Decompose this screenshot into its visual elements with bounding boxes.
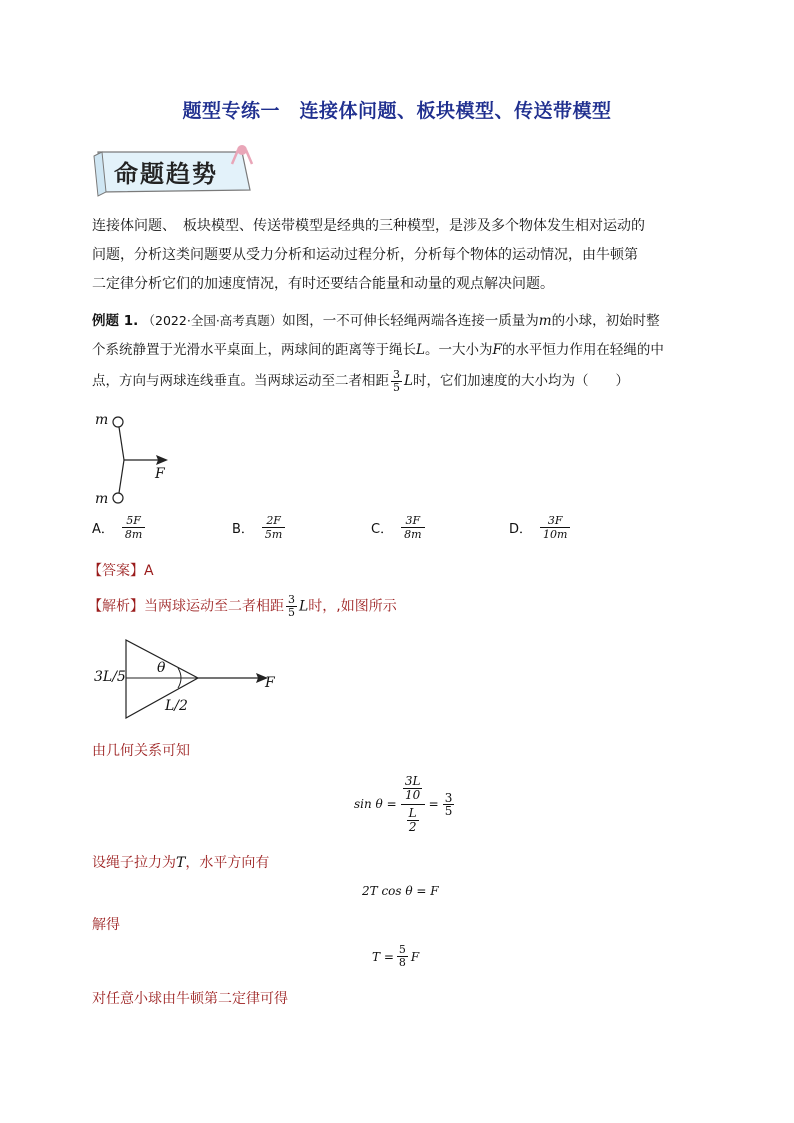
compound-denominator [407,807,419,834]
rope-upper [119,427,124,460]
label-l2: L/2 [165,698,188,714]
intro-line-1: 连接体问题、 板块模型、传送带模型是经典的三种模型，是涉及多个物体发生相对运动的 [92,218,645,234]
answer-value: A [144,563,154,579]
equation-sin-theta [354,768,456,840]
fraction-numerator: 3 [393,367,400,381]
force-symbol: F [492,342,502,358]
option-denominator: 5m [264,528,283,541]
example-text: 的小球，初始时整 [551,313,660,329]
compound-numerator [403,775,423,802]
example-source: （2022·全国·高考真题） [142,313,283,328]
fraction-denominator: 5 [393,380,400,394]
fraction-denominator: 5 [444,803,453,818]
label-force: F [155,466,165,482]
result-fraction [443,792,455,817]
answer-line [88,560,154,580]
fraction-denominator: 5 [288,606,295,619]
example-text: 的水平恒力作用在轻绳的中 [501,342,664,358]
answer-label: 【答案】 [88,563,144,579]
equation-lhs: sin θ = [354,797,397,811]
equation-lhs: T = [372,949,394,964]
example-line-3 [92,367,712,396]
mass-bottom [113,493,123,503]
label-theta: θ [157,660,166,676]
tension-symbol: T [176,855,186,871]
example-label: 例题 1. [92,313,139,329]
analysis-text: 当两球运动至二者相距 [144,598,284,615]
option-b[interactable] [232,514,285,541]
option-numerator: 2F [262,514,285,528]
option-fraction [401,514,424,541]
option-fraction [262,514,285,541]
analysis-line [88,594,397,619]
option-c[interactable] [371,514,425,541]
equation-tension-result [372,944,419,969]
fraction-five-eighths [397,944,408,969]
rope-lower [119,460,124,493]
intro-line-3: 二定律分析它们的加速度情况，有时还要结合能量和动量的观点解决问题。 [92,276,554,292]
inner-den: 10 [404,787,421,802]
inner-num: 3L [404,773,421,788]
option-numerator: 3F [401,514,424,528]
length-symbol: L [404,373,413,389]
option-label: C． [371,522,394,537]
fraction-numerator: 3 [288,593,295,606]
example-text: 时，它们加速度的大小均为（ ） [412,373,629,389]
step-text: 设绳子拉力为 [92,855,176,871]
option-label: D． [509,522,533,537]
fraction-three-fifths [391,369,402,394]
main-fraction-bar [401,804,425,805]
option-denominator: 8m [404,528,422,541]
example-line-1 [92,306,712,336]
step-tension-text [92,852,269,872]
inner-num: L [408,805,417,820]
length-symbol: L [299,598,309,615]
intro-paragraph [92,212,712,299]
equals-sign: = [428,797,439,811]
step-solve-text: 解得 [92,917,120,933]
step-text: ，水平方向有 [185,855,270,871]
option-a[interactable] [92,514,145,541]
fraction-three-fifths [286,594,297,619]
option-denominator: 10m [543,528,568,541]
option-label: A． [92,522,114,537]
label-mass-bottom: m [95,491,109,507]
equation-tension-balance: 2T cos θ = F [362,884,439,898]
mass-symbol: m [538,313,552,329]
option-numerator: 3F [540,514,570,528]
fraction-numerator: 5 [398,943,406,956]
fraction-numerator: 3 [444,790,453,805]
banner-ribbon-icon [237,145,247,155]
page-title: 题型专练一 连接体问题、板块模型、传送带模型 [182,100,612,122]
example-text: 。一大小为 [424,342,493,358]
option-numerator: 5F [122,514,145,528]
label-force: F [265,675,275,691]
example-question [92,306,712,396]
length-symbol: L [416,342,425,358]
analysis-text: 时，,如图所示 [308,598,397,615]
example-text: 个系统静置于光滑水平桌面上，两球间的距离等于绳长 [92,342,416,358]
intro-line-2: 问题，分析这类问题要从受力分析和运动过程分析，分析每个物体的运动情况，由牛顿第 [92,247,638,263]
label-3l5: 3L/5 [94,669,126,685]
option-denominator: 8m [124,528,143,541]
compound-fraction [401,775,425,834]
option-fraction [540,514,570,541]
step-geometry-text: 由几何关系可知 [92,743,190,759]
inner-den: 2 [408,819,417,834]
option-d[interactable] [509,514,570,541]
equation-rhs: F [410,949,420,964]
banner-text: 命题趋势 [114,159,218,188]
label-mass-top: m [95,412,109,428]
option-label: B． [232,522,254,537]
mass-top [113,417,123,427]
option-fraction [122,514,145,541]
analysis-label: 【解析】 [88,598,144,615]
example-text: 如图，一不可伸长轻绳两端各连接一质量为 [282,313,539,329]
example-text: 点，方向与两球连线垂直。当两球运动至二者相距 [92,373,389,389]
step-newton-text: 对任意小球由牛顿第二定律可得 [92,991,288,1007]
fraction-denominator: 8 [398,956,406,969]
example-line-2 [92,336,712,365]
